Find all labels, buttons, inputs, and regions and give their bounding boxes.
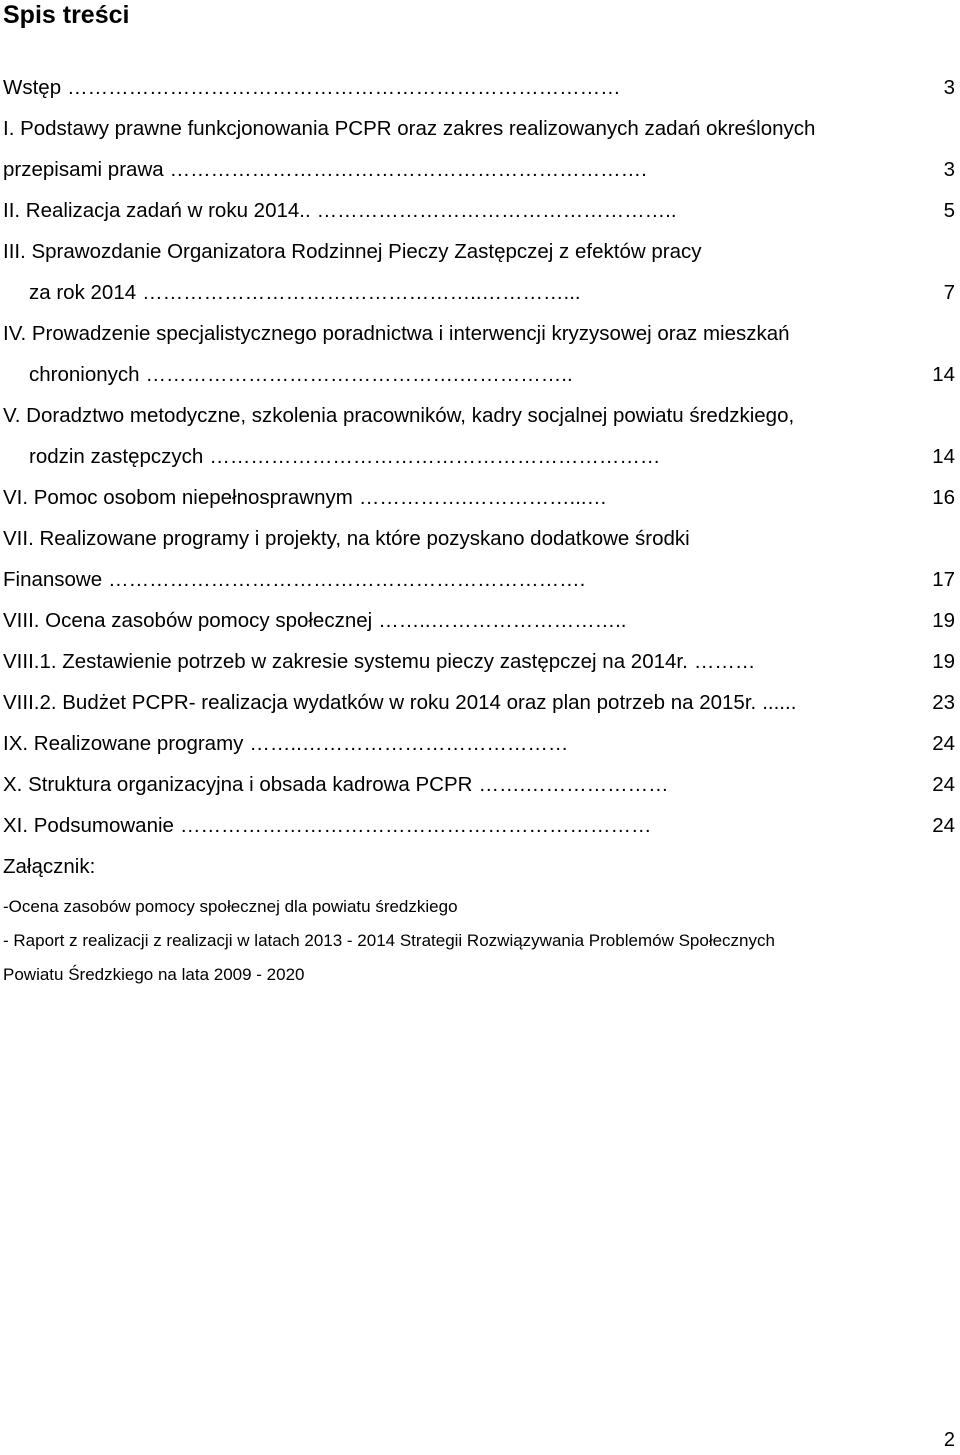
toc-entry-heading: V. Doradztwo metodyczne, szkolenia pracowników, kadry socjalnej powiatu średzkiego, bbox=[3, 404, 795, 427]
toc-page-number: 24 bbox=[932, 773, 955, 796]
page-number: 2 bbox=[943, 1429, 955, 1451]
toc-entry-heading: III. Sprawozdanie Organizatora Rodzinnej Pieczy Zastępczej z efektów pracy bbox=[3, 240, 702, 263]
toc-entry: VIII.1. Zestawienie potrzeb w zakresie systemu pieczy zastępczej na 2014r. ……… 19 bbox=[3, 641, 955, 682]
toc-entry-heading: IV. Prowadzenie specjalistycznego poradnictwa i interwencji kryzysowej oraz mieszkań bbox=[3, 322, 790, 345]
toc-entry-heading: I. Podstawy prawne funkcjonowania PCPR oraz zakres realizowanych zadań określonych bbox=[3, 117, 816, 140]
toc-page-number: 19 bbox=[932, 609, 955, 632]
toc-leader: ...... bbox=[762, 691, 797, 714]
toc-page-number: 23 bbox=[932, 691, 955, 714]
toc-leader: ………………………………………………………… bbox=[209, 445, 661, 468]
toc-leader: …….………………… bbox=[478, 773, 669, 796]
toc-leader: ……..……………………….. bbox=[378, 609, 627, 632]
toc-entry: IX. Realizowane programy ……..………………………………… 24 bbox=[3, 723, 955, 764]
toc-page-number: 3 bbox=[943, 158, 955, 181]
toc-leader: ……………………………………….…………….. bbox=[145, 363, 573, 386]
toc-entry: VI. Pomoc osobom niepełnosprawnym …………….……………...… 16 bbox=[3, 477, 955, 518]
toc-leader: ……………………………………………………………. bbox=[169, 158, 647, 181]
toc-page-number: 14 bbox=[932, 363, 955, 386]
page-title: Spis treści bbox=[3, 1, 130, 29]
toc-entry: VIII. Ocena zasobów pomocy społecznej ……..……………………….. 19 bbox=[3, 600, 955, 641]
annex-item: -Ocena zasobów pomocy społecznej dla powiatu średzkiego bbox=[3, 897, 458, 916]
toc-leader: …………………………………………..…………... bbox=[142, 281, 581, 304]
toc-leader: …………….……………...… bbox=[358, 486, 608, 509]
toc-entry: za rok 2014 …………………………………………..…………... 7 bbox=[29, 272, 955, 313]
toc-entry: chronionych ……………………………………….…………….. 14 bbox=[29, 354, 955, 395]
annex-heading: Załącznik: bbox=[3, 855, 96, 878]
toc-page-number: 7 bbox=[943, 281, 955, 304]
toc-page-number: 24 bbox=[932, 814, 955, 837]
toc-page-number: 3 bbox=[943, 76, 955, 99]
toc-leader: ……..………………………………… bbox=[249, 732, 569, 755]
toc-entry-heading: VII. Realizowane programy i projekty, na które pozyskano dodatkowe środki bbox=[3, 527, 690, 550]
annex-item: Powiatu Średzkiego na lata 2009 - 2020 bbox=[3, 965, 305, 984]
toc-entry: VIII.2. Budżet PCPR- realizacja wydatków w roku 2014 oraz plan potrzeb na 2015r. ...... 23 bbox=[3, 682, 955, 723]
toc-page-number: 17 bbox=[932, 568, 955, 591]
toc-entry: przepisami prawa ……………………………………………………………. 3 bbox=[3, 149, 955, 190]
toc-page-number: 24 bbox=[932, 732, 955, 755]
toc-entry: X. Struktura organizacyjna i obsada kadrowa PCPR …….………………… 24 bbox=[3, 764, 955, 805]
toc-page-number: 16 bbox=[932, 486, 955, 509]
toc-leader: …………………………………………………………… bbox=[179, 814, 652, 837]
annex-item: - Raport z realizacji z realizacji w latach 2013 - 2014 Strategii Rozwiązywania Problemów Społecznych bbox=[3, 931, 775, 950]
toc-entry: Finansowe ……………………………………………………………. 17 bbox=[3, 559, 955, 600]
toc-leader: ……………………………………………………………. bbox=[108, 568, 586, 591]
toc-page-number: 14 bbox=[932, 445, 955, 468]
toc-entry: XI. Podsumowanie …………………………………………………………… 24 bbox=[3, 805, 955, 846]
toc-page-number: 5 bbox=[943, 199, 955, 222]
toc-entry: Wstęp ……………………………………………………………………… 3 bbox=[3, 67, 955, 108]
toc-leader: …………………………………………….. bbox=[316, 199, 677, 222]
toc-entry: II. Realizacja zadań w roku 2014.. …………………………………………….. 5 bbox=[3, 190, 955, 231]
toc-leader: ……………………………………………………………………… bbox=[67, 76, 621, 99]
toc-leader: ……… bbox=[693, 650, 756, 673]
toc-page-number: 19 bbox=[932, 650, 955, 673]
toc-entry: rodzin zastępczych ………………………………………………………… 14 bbox=[29, 436, 955, 477]
